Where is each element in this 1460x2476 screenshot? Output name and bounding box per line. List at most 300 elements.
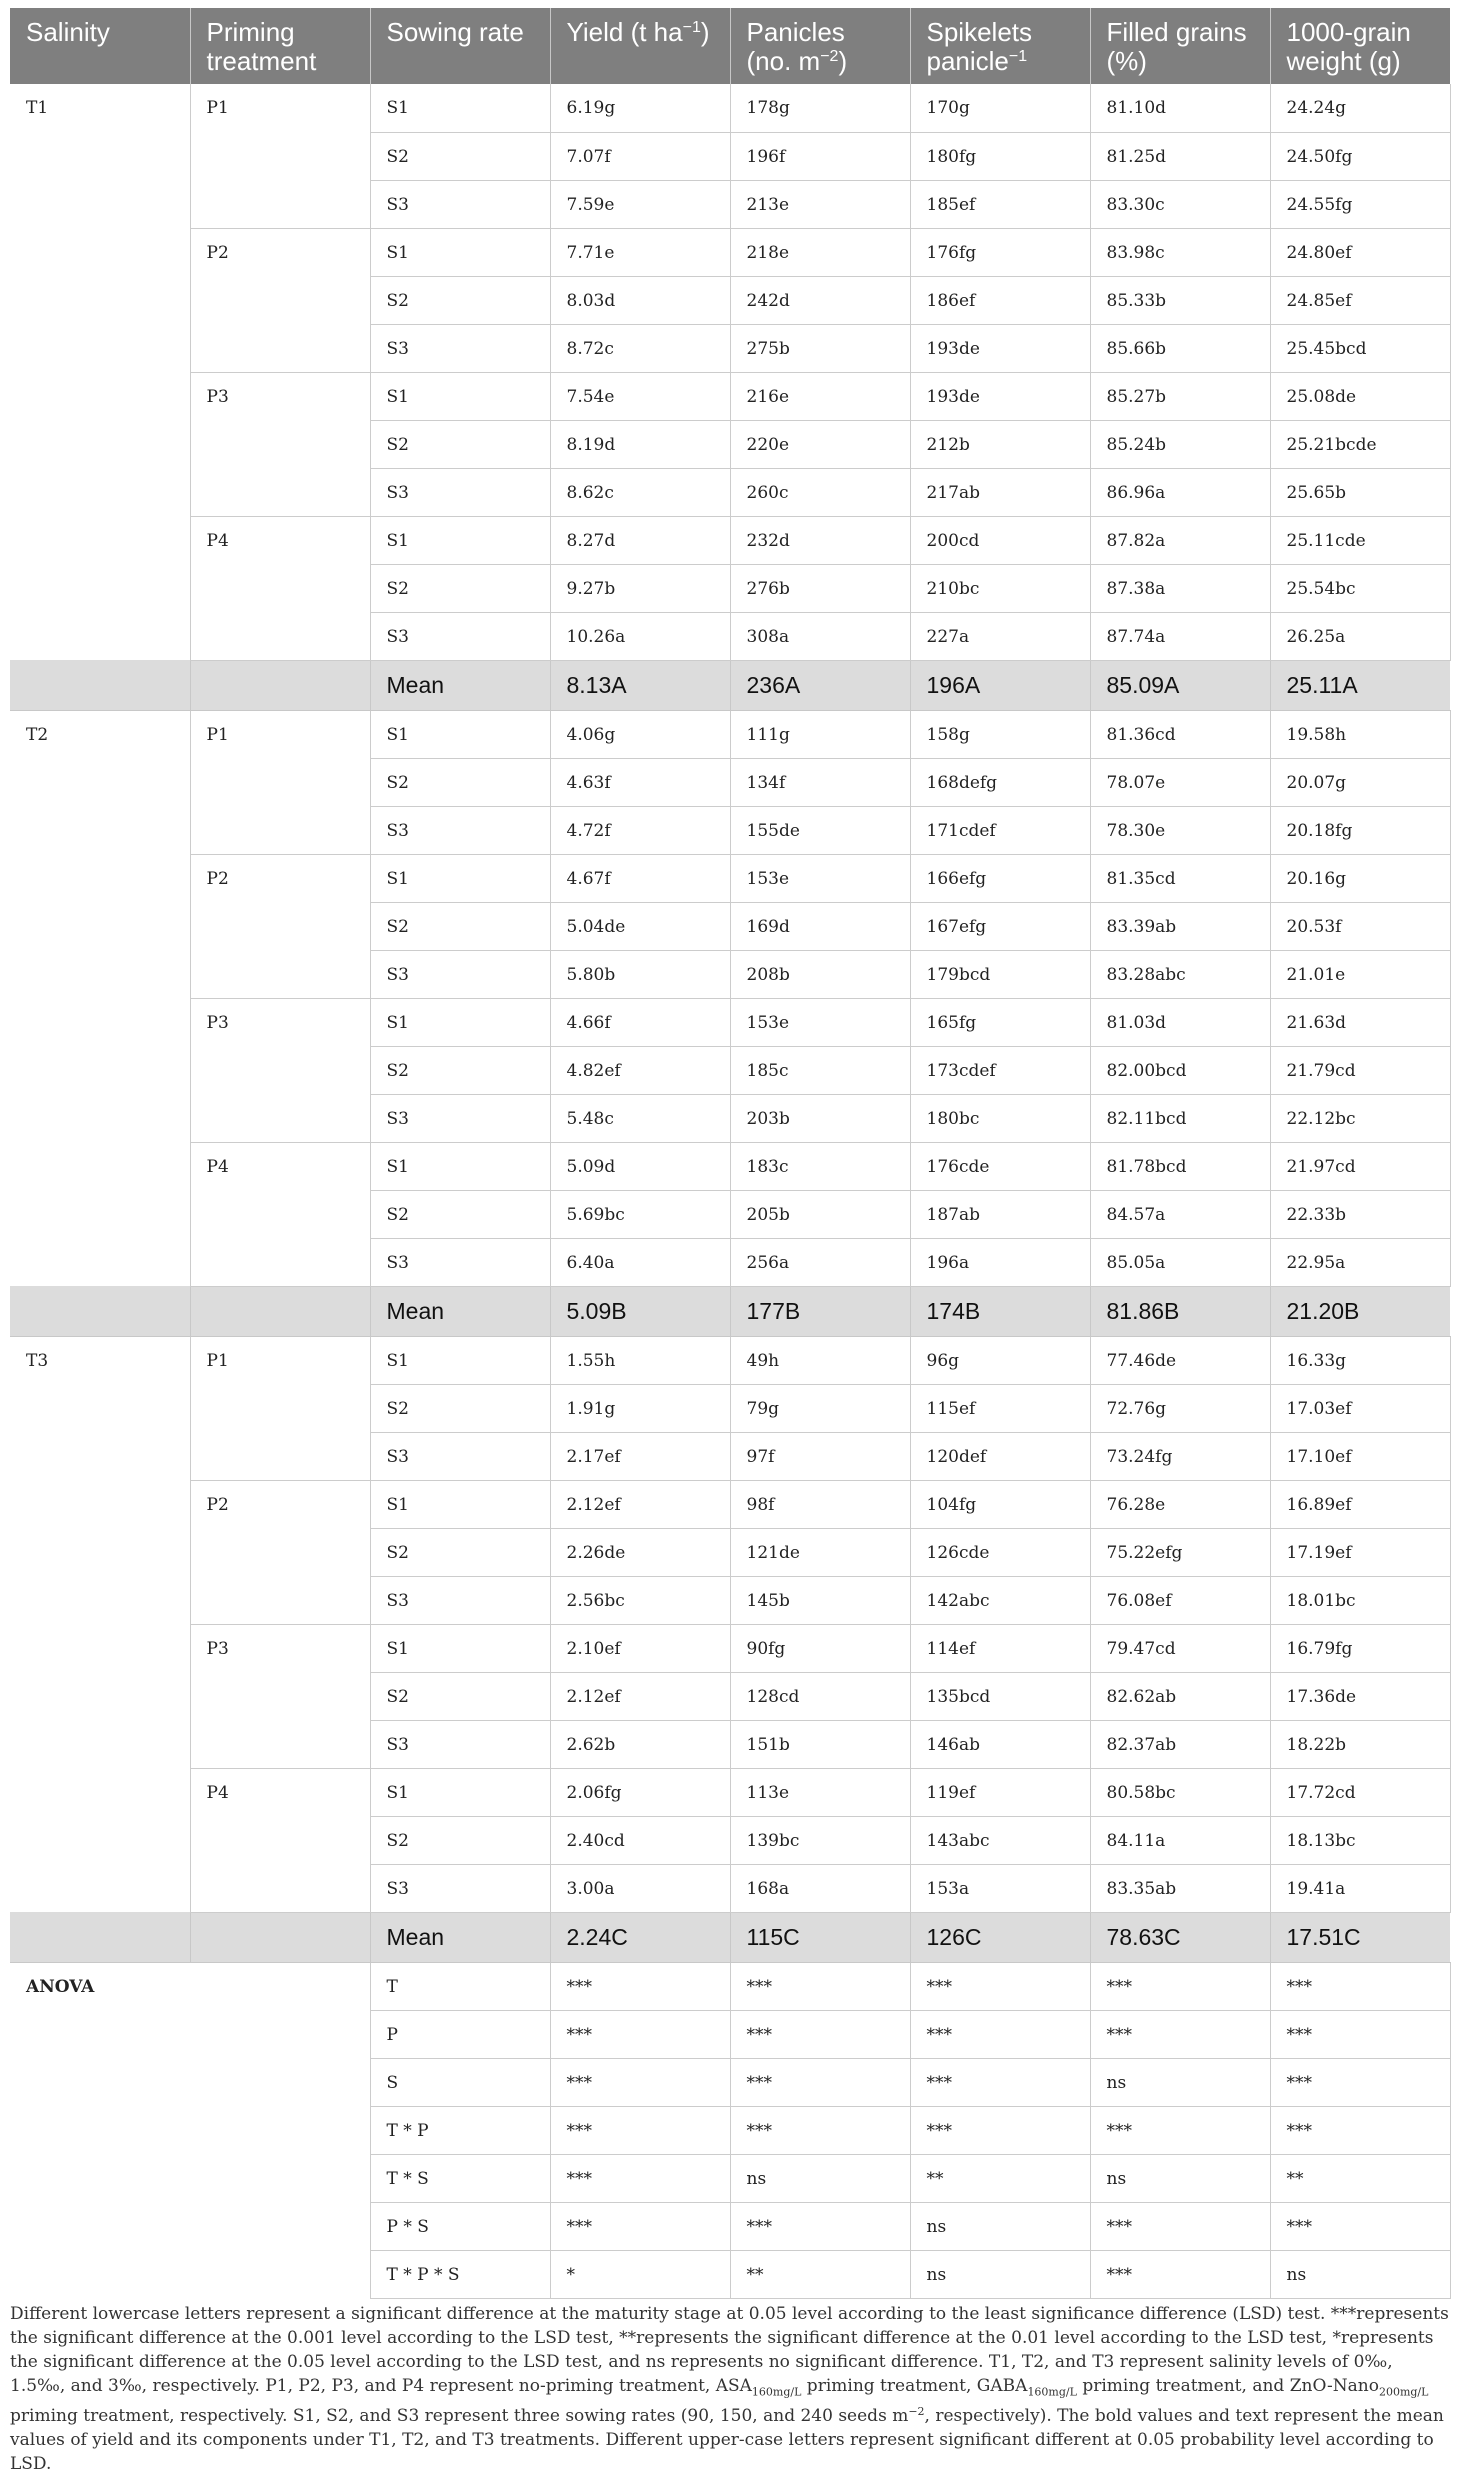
filled-cell: 87.38a (1090, 564, 1270, 612)
panicles-cell: 145b (730, 1576, 910, 1624)
salinity-cell (10, 228, 190, 276)
filled-cell: 81.03d (1090, 998, 1270, 1046)
salinity-cell (10, 1528, 190, 1576)
panicles-cell: 183c (730, 1142, 910, 1190)
grainweight-cell: 22.12bc (1270, 1094, 1450, 1142)
salinity-cell (10, 998, 190, 1046)
anova-row (10, 2010, 1450, 2058)
grainweight-cell: 21.79cd (1270, 1046, 1450, 1094)
anova-factor: P * S (370, 2202, 550, 2250)
sowing-cell: S2 (370, 1528, 550, 1576)
header-panicles (730, 8, 910, 84)
salinity-cell (10, 324, 190, 372)
yield-cell: 5.04de (550, 902, 730, 950)
table-row (10, 1190, 1450, 1238)
anova-yield: *** (550, 2154, 730, 2202)
salinity-cell (10, 468, 190, 516)
header-yield (550, 8, 730, 84)
salinity-cell (10, 854, 190, 902)
panicles-cell: 111g (730, 710, 910, 758)
filled-cell: 73.24fg (1090, 1432, 1270, 1480)
sowing-cell: S2 (370, 564, 550, 612)
anova-factor: T (370, 1962, 550, 2010)
spikelets-cell: 193de (910, 372, 1090, 420)
anova-grainweight: *** (1270, 2106, 1450, 2154)
table-row (10, 1336, 1450, 1384)
results-table-container (10, 8, 1450, 2299)
sowing-cell: S2 (370, 1816, 550, 1864)
mean-spikelets: 196A (910, 660, 1090, 710)
panicles-cell: 153e (730, 998, 910, 1046)
priming-cell (190, 276, 370, 324)
grainweight-cell: 18.13bc (1270, 1816, 1450, 1864)
yield-cell: 6.40a (550, 1238, 730, 1286)
filled-cell: 81.25d (1090, 132, 1270, 180)
sowing-cell: S3 (370, 324, 550, 372)
table-row (10, 1768, 1450, 1816)
priming-cell (190, 1190, 370, 1238)
yield-cell: 5.48c (550, 1094, 730, 1142)
anova-grainweight: *** (1270, 2010, 1450, 2058)
anova-spikelets: ** (910, 2154, 1090, 2202)
mean-empty-cell (10, 1286, 190, 1336)
yield-cell: 5.80b (550, 950, 730, 998)
salinity-cell (10, 1142, 190, 1190)
grainweight-cell: 17.03ef (1270, 1384, 1450, 1432)
anova-panicles: *** (730, 2202, 910, 2250)
anova-label (10, 2106, 370, 2154)
anova-panicles: *** (730, 2010, 910, 2058)
priming-cell (190, 564, 370, 612)
priming-cell (190, 806, 370, 854)
priming-cell (190, 902, 370, 950)
panicles-cell: 218e (730, 228, 910, 276)
header-label: Filled grains (%) (1106, 17, 1247, 76)
mean-empty-cell (10, 660, 190, 710)
anova-label (10, 2154, 370, 2202)
filled-cell: 72.76g (1090, 1384, 1270, 1432)
panicles-cell: 308a (730, 612, 910, 660)
priming-cell (190, 324, 370, 372)
salinity-cell (10, 902, 190, 950)
spikelets-cell: 179bcd (910, 950, 1090, 998)
mean-yield: 5.09B (550, 1286, 730, 1336)
priming-cell (190, 1432, 370, 1480)
anova-label (10, 2250, 370, 2298)
spikelets-cell: 173cdef (910, 1046, 1090, 1094)
priming-cell (190, 1094, 370, 1142)
salinity-cell: T3 (26, 1350, 49, 1371)
sowing-cell: S2 (370, 420, 550, 468)
table-row (10, 806, 1450, 854)
filled-cell: 87.74a (1090, 612, 1270, 660)
spikelets-cell: 142abc (910, 1576, 1090, 1624)
priming-cell (190, 1046, 370, 1094)
salinity-cell (10, 372, 190, 420)
header-label: Sowing rate (386, 17, 524, 47)
header-label: Panicles (746, 17, 845, 47)
grainweight-cell: 18.22b (1270, 1720, 1450, 1768)
priming-cell: P4 (190, 1142, 370, 1190)
priming-cell (190, 468, 370, 516)
salinity-cell (10, 1816, 190, 1864)
priming-cell (190, 950, 370, 998)
priming-cell: P3 (190, 1624, 370, 1672)
panicles-cell: 98f (730, 1480, 910, 1528)
salinity-cell (10, 1384, 190, 1432)
yield-cell: 2.62b (550, 1720, 730, 1768)
spikelets-cell: 104fg (910, 1480, 1090, 1528)
anova-filled: *** (1090, 2202, 1270, 2250)
salinity-cell: T2 (26, 724, 49, 745)
yield-cell: 4.63f (550, 758, 730, 806)
filled-cell: 87.82a (1090, 516, 1270, 564)
filled-cell: 85.27b (1090, 372, 1270, 420)
anova-yield: * (550, 2250, 730, 2298)
mean-filled: 85.09A (1090, 660, 1270, 710)
filled-cell: 86.96a (1090, 468, 1270, 516)
grainweight-cell: 16.79fg (1270, 1624, 1450, 1672)
yield-cell: 2.26de (550, 1528, 730, 1576)
mean-label: Mean (370, 1912, 550, 1962)
sowing-cell: S3 (370, 180, 550, 228)
spikelets-cell: 186ef (910, 276, 1090, 324)
priming-cell (190, 180, 370, 228)
panicles-cell: 213e (730, 180, 910, 228)
filled-cell: 83.98c (1090, 228, 1270, 276)
yield-cell: 2.06fg (550, 1768, 730, 1816)
mean-label: Mean (370, 1286, 550, 1336)
panicles-cell: 275b (730, 324, 910, 372)
grainweight-cell: 25.45bcd (1270, 324, 1450, 372)
table-body (10, 84, 1450, 2298)
salinity-cell (10, 1864, 190, 1912)
sowing-cell: S2 (370, 1190, 550, 1238)
table-row (10, 468, 1450, 516)
yield-cell: 7.07f (550, 132, 730, 180)
anova-label (10, 2202, 370, 2250)
sowing-cell: S1 (370, 372, 550, 420)
panicles-cell: 196f (730, 132, 910, 180)
salinity-cell (10, 612, 190, 660)
salinity-cell (10, 1094, 190, 1142)
anova-panicles: *** (730, 2106, 910, 2154)
salinity-cell (10, 564, 190, 612)
spikelets-cell: 227a (910, 612, 1090, 660)
filled-cell: 85.33b (1090, 276, 1270, 324)
sowing-cell: S1 (370, 228, 550, 276)
filled-cell: 77.46de (1090, 1336, 1270, 1384)
results-table (10, 8, 1451, 2299)
sowing-cell: S1 (370, 516, 550, 564)
grainweight-cell: 21.01e (1270, 950, 1450, 998)
priming-cell: P1 (190, 84, 370, 132)
table-row (10, 710, 1450, 758)
sowing-cell: S2 (370, 758, 550, 806)
spikelets-cell: 171cdef (910, 806, 1090, 854)
mean-yield: 2.24C (550, 1912, 730, 1962)
filled-cell: 79.47cd (1090, 1624, 1270, 1672)
spikelets-cell: 135bcd (910, 1672, 1090, 1720)
header-sup: −1 (682, 19, 701, 36)
anova-spikelets: ns (910, 2202, 1090, 2250)
sowing-cell: S3 (370, 612, 550, 660)
panicles-cell: 220e (730, 420, 910, 468)
sowing-cell: S2 (370, 132, 550, 180)
anova-filled: ns (1090, 2058, 1270, 2106)
anova-grainweight: *** (1270, 2058, 1450, 2106)
panicles-cell: 232d (730, 516, 910, 564)
grainweight-cell: 22.33b (1270, 1190, 1450, 1238)
filled-cell: 83.39ab (1090, 902, 1270, 950)
footnote-part: priming treatment, and ZnO-Nano (1076, 2376, 1379, 2396)
anova-grainweight: *** (1270, 2202, 1450, 2250)
yield-cell: 4.67f (550, 854, 730, 902)
anova-row (10, 2250, 1450, 2298)
anova-row (10, 2154, 1450, 2202)
header-filled (1090, 8, 1270, 84)
filled-cell: 85.66b (1090, 324, 1270, 372)
anova-spikelets: *** (910, 2106, 1090, 2154)
yield-cell: 4.72f (550, 806, 730, 854)
priming-cell (190, 1384, 370, 1432)
priming-cell: P2 (190, 228, 370, 276)
grainweight-cell: 24.50fg (1270, 132, 1450, 180)
filled-cell: 83.28abc (1090, 950, 1270, 998)
header-label: 1000-grain weight (g) (1286, 17, 1411, 76)
panicles-cell: 185c (730, 1046, 910, 1094)
filled-cell: 85.05a (1090, 1238, 1270, 1286)
header-sowing (370, 8, 550, 84)
yield-cell: 8.03d (550, 276, 730, 324)
sowing-cell: S2 (370, 1672, 550, 1720)
table-header-row (10, 8, 1450, 84)
header-grainweight (1270, 8, 1450, 84)
spikelets-cell: 119ef (910, 1768, 1090, 1816)
priming-cell: P1 (190, 710, 370, 758)
table-row (10, 1046, 1450, 1094)
panicles-cell: 203b (730, 1094, 910, 1142)
mean-panicles: 236A (730, 660, 910, 710)
filled-cell: 83.35ab (1090, 1864, 1270, 1912)
mean-row (10, 1912, 1450, 1962)
anova-filled: *** (1090, 2106, 1270, 2154)
anova-yield: *** (550, 2202, 730, 2250)
table-row (10, 372, 1450, 420)
grainweight-cell: 18.01bc (1270, 1576, 1450, 1624)
salinity-cell (10, 420, 190, 468)
priming-cell (190, 420, 370, 468)
spikelets-cell: 166efg (910, 854, 1090, 902)
panicles-cell: 151b (730, 1720, 910, 1768)
priming-cell: P3 (190, 998, 370, 1046)
spikelets-cell: 170g (910, 84, 1090, 132)
filled-cell: 82.62ab (1090, 1672, 1270, 1720)
anova-row (10, 1962, 1450, 2010)
grainweight-cell: 24.85ef (1270, 276, 1450, 324)
priming-cell (190, 1672, 370, 1720)
filled-cell: 81.35cd (1090, 854, 1270, 902)
spikelets-cell: 187ab (910, 1190, 1090, 1238)
table-row (10, 276, 1450, 324)
footnote-part: , respectively). The bold values and text represent the mean values of yield and its components under T1, T2, and T3 treatments. Different upper-case letters represent significant different at 0.05 probability level according to LSD. (10, 2406, 1444, 2475)
priming-cell (190, 1576, 370, 1624)
grainweight-cell: 20.16g (1270, 854, 1450, 902)
sowing-cell: S3 (370, 1432, 550, 1480)
panicles-cell: 216e (730, 372, 910, 420)
sowing-cell: S3 (370, 1576, 550, 1624)
yield-cell: 4.06g (550, 710, 730, 758)
header-label: ) (700, 17, 710, 47)
anova-yield: *** (550, 2106, 730, 2154)
panicles-cell: 168a (730, 1864, 910, 1912)
spikelets-cell: 126cde (910, 1528, 1090, 1576)
table-row (10, 564, 1450, 612)
anova-filled: *** (1090, 2010, 1270, 2058)
filled-cell: 81.10d (1090, 84, 1270, 132)
panicles-cell: 134f (730, 758, 910, 806)
yield-cell: 5.09d (550, 1142, 730, 1190)
spikelets-cell: 176cde (910, 1142, 1090, 1190)
anova-filled: *** (1090, 2250, 1270, 2298)
sowing-cell: S1 (370, 1624, 550, 1672)
yield-cell: 3.00a (550, 1864, 730, 1912)
anova-panicles: *** (730, 1962, 910, 2010)
panicles-cell: 242d (730, 276, 910, 324)
spikelets-cell: 158g (910, 710, 1090, 758)
salinity-cell (10, 1480, 190, 1528)
sowing-cell: S2 (370, 276, 550, 324)
footnote-sub: 200mg/L (1378, 2385, 1429, 2399)
anova-spikelets: *** (910, 2058, 1090, 2106)
grainweight-cell: 19.58h (1270, 710, 1450, 758)
sowing-cell: S3 (370, 1238, 550, 1286)
grainweight-cell: 26.25a (1270, 612, 1450, 660)
panicles-cell: 276b (730, 564, 910, 612)
filled-cell: 76.08ef (1090, 1576, 1270, 1624)
footnote-sub: 160mg/L (1027, 2385, 1077, 2399)
filled-cell: 84.11a (1090, 1816, 1270, 1864)
filled-cell: 78.07e (1090, 758, 1270, 806)
spikelets-cell: 200cd (910, 516, 1090, 564)
anova-factor: T * P * S (370, 2250, 550, 2298)
salinity-cell (10, 516, 190, 564)
filled-cell: 81.36cd (1090, 710, 1270, 758)
spikelets-cell: 196a (910, 1238, 1090, 1286)
anova-spikelets: ns (910, 2250, 1090, 2298)
mean-grainweight: 17.51C (1270, 1912, 1450, 1962)
yield-cell: 8.19d (550, 420, 730, 468)
grainweight-cell: 25.54bc (1270, 564, 1450, 612)
spikelets-cell: 114ef (910, 1624, 1090, 1672)
yield-cell: 9.27b (550, 564, 730, 612)
mean-panicles: 177B (730, 1286, 910, 1336)
grainweight-cell: 17.36de (1270, 1672, 1450, 1720)
sowing-cell: S3 (370, 1094, 550, 1142)
salinity-cell (10, 132, 190, 180)
spikelets-cell: 212b (910, 420, 1090, 468)
spikelets-cell: 153a (910, 1864, 1090, 1912)
footnote-part: priming treatment, respectively. S1, S2, and S3 represent three sowing rates (90, 150, and 240 seeds m (10, 2406, 909, 2427)
panicles-cell: 97f (730, 1432, 910, 1480)
sowing-cell: S1 (370, 998, 550, 1046)
table-row (10, 1094, 1450, 1142)
table-row (10, 902, 1450, 950)
grainweight-cell: 25.11cde (1270, 516, 1450, 564)
mean-row (10, 1286, 1450, 1336)
spikelets-cell: 96g (910, 1336, 1090, 1384)
sowing-cell: S1 (370, 1336, 550, 1384)
filled-cell: 75.22efg (1090, 1528, 1270, 1576)
filled-cell: 81.78bcd (1090, 1142, 1270, 1190)
grainweight-cell: 21.97cd (1270, 1142, 1450, 1190)
footnote-part: Different lowercase letters represent a significant difference at the maturity stage at 0.05 level according to the least significance difference (LSD) test. ***represents the significant difference at the 0.001 level according to the LSD test, **represents the significant difference at the 0.01 level according to the LSD test, *represents the significant difference at the 0.05 level according to the LSD test, and ns represents no significant difference. T1, T2, and T3 represent salinity levels of 0‰, 1.5‰, and 3‰, respectively. P1, P2, P3, and P4 represent no-priming treatment, ASA (10, 2304, 1449, 2396)
header-label: Spikelets (926, 17, 1032, 47)
panicles-cell: 90fg (730, 1624, 910, 1672)
table-row (10, 324, 1450, 372)
spikelets-cell: 167efg (910, 902, 1090, 950)
header-label: (no. m (746, 46, 821, 76)
sowing-cell: S1 (370, 84, 550, 132)
filled-cell: 82.00bcd (1090, 1046, 1270, 1094)
footnote-text (10, 2302, 1450, 2476)
anova-filled: ns (1090, 2154, 1270, 2202)
salinity-cell (10, 806, 190, 854)
anova-row (10, 2106, 1450, 2154)
salinity-cell (10, 1190, 190, 1238)
priming-cell (190, 1238, 370, 1286)
grainweight-cell: 16.33g (1270, 1336, 1450, 1384)
yield-cell: 7.71e (550, 228, 730, 276)
anova-filled: *** (1090, 1962, 1270, 2010)
mean-label: Mean (370, 660, 550, 710)
table-row (10, 758, 1450, 806)
sowing-cell: S2 (370, 1384, 550, 1432)
grainweight-cell: 24.80ef (1270, 228, 1450, 276)
panicles-cell: 128cd (730, 1672, 910, 1720)
anova-factor: T * S (370, 2154, 550, 2202)
mean-empty-cell (190, 660, 370, 710)
yield-cell: 2.17ef (550, 1432, 730, 1480)
panicles-cell: 208b (730, 950, 910, 998)
mean-grainweight: 25.11A (1270, 660, 1450, 710)
header-label: Salinity (26, 17, 110, 47)
sowing-cell: S3 (370, 950, 550, 998)
yield-cell: 2.10ef (550, 1624, 730, 1672)
anova-yield: *** (550, 2058, 730, 2106)
priming-cell (190, 612, 370, 660)
anova-label (10, 2058, 370, 2106)
anova-panicles: *** (730, 2058, 910, 2106)
table-row (10, 1528, 1450, 1576)
grainweight-cell: 25.08de (1270, 372, 1450, 420)
yield-cell: 8.62c (550, 468, 730, 516)
panicles-cell: 256a (730, 1238, 910, 1286)
grainweight-cell: 20.18fg (1270, 806, 1450, 854)
salinity-cell (10, 1672, 190, 1720)
yield-cell: 1.55h (550, 1336, 730, 1384)
header-label: ) (838, 46, 848, 76)
priming-cell: P3 (190, 372, 370, 420)
mean-spikelets: 126C (910, 1912, 1090, 1962)
panicles-cell: 178g (730, 84, 910, 132)
salinity-cell (10, 1768, 190, 1816)
panicles-cell: 153e (730, 854, 910, 902)
table-row (10, 1672, 1450, 1720)
grainweight-cell: 24.24g (1270, 84, 1450, 132)
sowing-cell: S3 (370, 1720, 550, 1768)
anova-factor: P (370, 2010, 550, 2058)
